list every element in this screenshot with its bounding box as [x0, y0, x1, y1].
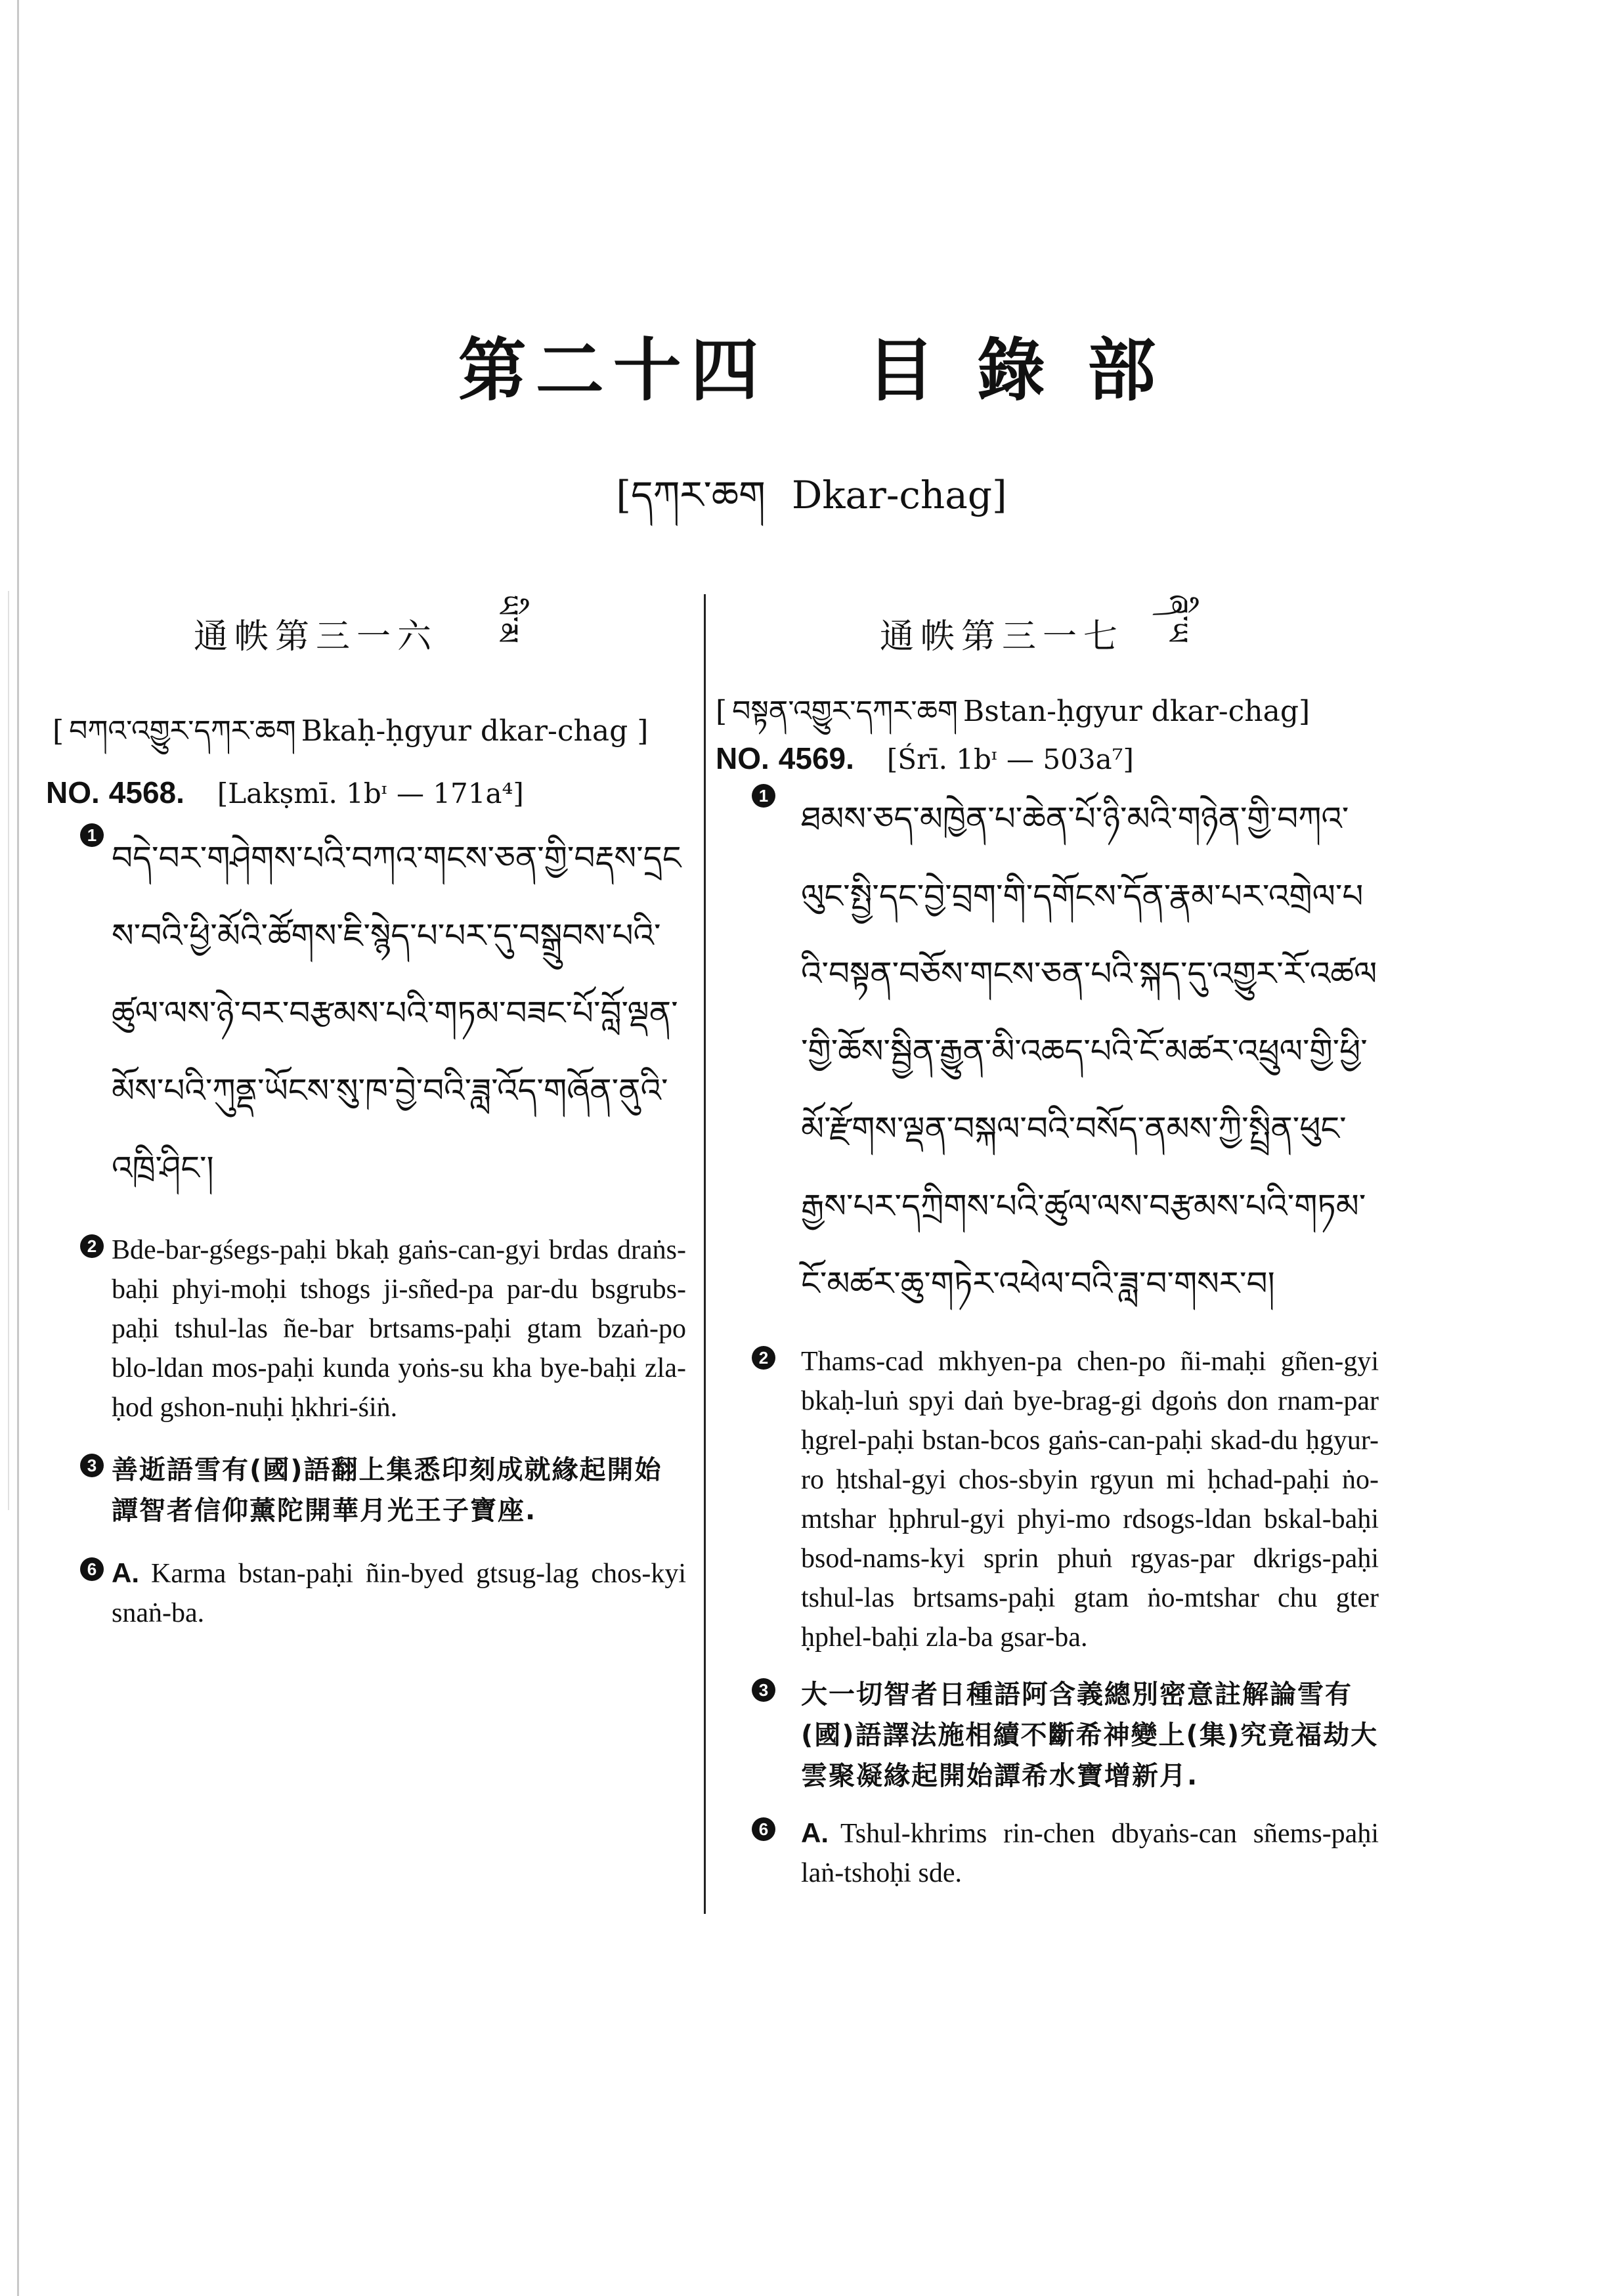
column-divider [704, 594, 706, 1914]
author-name: Karma bstan-paḥi ñin-byed gtsug-lag chos-kyi snaṅ-ba. [112, 1559, 686, 1629]
item-marker: 3 [80, 1454, 104, 1477]
item-marker: 3 [752, 1678, 775, 1702]
subtitle-tibetan: དཀར་ཆག [631, 473, 766, 517]
entry-number-value: 4569. [778, 741, 854, 776]
item-marker: 6 [752, 1817, 775, 1841]
catalog-title: [ བསྟན་འགྱུར་དཀར་ཆག Bstan-ḥgyur dkar-chag] [716, 695, 1310, 728]
volume-header [716, 594, 1379, 673]
tibetan-title: ཐམས་ཅད་མཁྱེན་པ་ཆེན་པོ་ཉི་མའི་གཉེན་གྱི་བཀའ་ལུང་སྤྱི་དང་བྱེ་བྲག་གི་དགོངས་དོན་རྣམ་པར་འགྲེལ་པའི་བསྟན་བཅོས་གངས་ཅན་པའི་སྐད་དུ་འགྱུར་རོ་འཚལ་གྱི་ཆོས་སྦྱིན་རྒྱུན་མི་འཆད་པའི་ངོ་མཚར་འཕྲུལ་གྱི་ཕྱི་མོ་རྫོགས་ལྡན་བསྐལ་བའི་བསོད་ནམས་ཀྱི་སྤྲིན་ཕུང་རྒྱས་པར་དཀྲིགས་པའི་ཚུལ་ལས་བརྩམས་པའི་གཏམ་ངོ་མཚར་ཆུ་གཏེར་འཕེལ་བའི་ཟླ་བ་གསར་བ། [801, 800, 1377, 1303]
entry-number-value: 4568. [108, 775, 184, 810]
folio-reference: [Śrī. 1bᶦ — 503a⁷] [886, 743, 1134, 776]
folio-reference: [Lakṣmī. 1bᶦ — 171a⁴] [217, 777, 524, 810]
item-marker: 6 [80, 1557, 104, 1581]
section-title [0, 315, 1623, 414]
scan-edge-shadow [8, 591, 9, 1510]
section-subtitle: [དཀར་ཆག Dkar-chag] [616, 473, 1007, 517]
entry-item [716, 1342, 1379, 1657]
transliterated-title: Bde-bar-gśegs-paḥi bkaḥ gaṅs-can-gyi brdas draṅs-baḥi phyi-moḥi tshogs ji-sñed-pa par-du bsgrubs-paḥi tshul-las ñe-bar brtsams-paḥi gtam bzaṅ-po blo-ldan mos-paḥi kunda yoṅs-su kha bye-baḥi zla-ḥod gshon-nuḥi ḥkhri-śiṅ. [112, 1235, 686, 1423]
author-line [801, 1813, 1379, 1893]
entry-column-left [46, 594, 686, 1633]
author-name: Tshul-khrims rin-chen dbyaṅs-can sñems-paḥi laṅ-tshoḥi sde. [801, 1819, 1379, 1889]
item-marker: 2 [752, 1346, 775, 1370]
section-title-number: 第二十四 [458, 330, 768, 410]
item-marker: 1 [80, 823, 104, 847]
author-abbr: A. [112, 1557, 139, 1589]
catalog-roman: Bstan-ḥgyur dkar-chag [963, 695, 1299, 728]
entry-number-label: NO. [716, 741, 769, 776]
entry-item [46, 1553, 686, 1633]
catalog-tibetan: བཀའ་འགྱུར་དཀར་ཆག [69, 714, 296, 748]
catalog-title: [ བཀའ་འགྱུར་དཀར་ཆག Bkaḥ-ḥgyur dkar-chag ] [53, 714, 649, 748]
transliterated-title: Thams-cad mkhyen-pa chen-po ñi-maḥi gñen-gyi bkaḥ-luṅ spyi daṅ bye-brag-gi dgoṅs don rnam-par ḥgrel-paḥi bstan-bcos gaṅs-can-paḥi skad-du ḥgyur-ro ḥtshal-gyi chos-sbyin rgyun mi ḥchad-paḥi ṅo-mtshar ḥphrul-gyi phyi-mo rdsogs-ldan bskal-baḥi bsod-nams-kyi sprin phuṅ rgyas-par dkrigs-paḥi tshul-las brtsams-paḥi gtam ṅo-mtshar chu gter ḥphel-baḥi zla-ba gsar-ba. [801, 1347, 1379, 1653]
subtitle-roman: Dkar-chag [791, 473, 992, 517]
entry-item [46, 1450, 686, 1531]
tibetan-title: བདེ་བར་གཤེགས་པའི་བཀའ་གངས་ཅན་གྱི་བརྡས་དྲངས་བའི་ཕྱི་མོའི་ཚོགས་ཇི་སྙེད་པ་པར་དུ་བསྒྲུབས་པའི་ཚུལ་ལས་ཉེ་བར་བརྩམས་པའི་གཏམ་བཟང་པོ་བློ་ལྡན་མོས་པའི་ཀུནྡ་ཡོངས་སུ་ཁ་བྱེ་བའི་ཟླ་འོད་གཞོན་ནུའི་འཁྲི་ཤིང་། [112, 839, 682, 1188]
item-marker: 2 [80, 1234, 104, 1258]
entry-number-label: NO. [46, 775, 100, 810]
section-title-name: 目 錄 部 [866, 330, 1165, 410]
catalog-tibetan: བསྟན་འགྱུར་དཀར་ཆག [732, 695, 958, 728]
entry-number [716, 741, 1379, 776]
chinese-title: 善逝語雪有(國)語翻上集悉印刻成就緣起開始譚智者信仰薰陀開華月光王子寶座. [112, 1455, 662, 1527]
entry-number [46, 775, 686, 810]
entry-item [716, 780, 1379, 1322]
author-abbr: A. [801, 1817, 829, 1849]
volume-header [46, 594, 686, 673]
entry-item [716, 1813, 1379, 1893]
author-line [112, 1553, 686, 1633]
item-marker: 1 [752, 784, 775, 808]
entry-item [46, 819, 686, 1207]
volume-label: 通帙第三一七 [880, 617, 1125, 657]
volume-tibetan: ཡི་མ [490, 594, 525, 644]
volume-label: 通帙第三一六 [194, 617, 439, 657]
chinese-title: 大一切智者日種語阿含義總別密意註解論雪有(國)語譯法施相續不斷希神變上(集)究竟福劫大雲聚凝緣起開始譚希水寶增新月. [801, 1679, 1379, 1792]
entry-item [716, 1674, 1379, 1796]
catalog-roman: Bkaḥ-ḥgyur dkar-chag [301, 714, 628, 748]
volume-tibetan: ཞི་ཡ [1159, 594, 1195, 644]
entry-item [46, 1230, 686, 1427]
entry-column-right [716, 594, 1379, 1893]
